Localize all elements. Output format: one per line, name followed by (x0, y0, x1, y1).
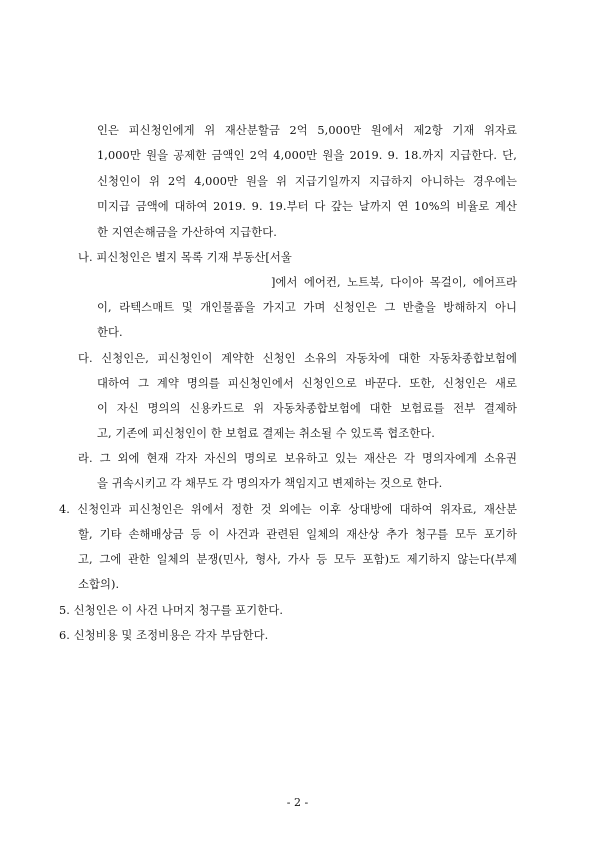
text-line: 6. 신청비용 및 조정비용은 각자 부담한다. (59, 629, 269, 642)
text-line: 나. 피신청인은 별지 목록 기재 부동산[서울 (78, 251, 292, 264)
text-line: 4. 신청인과 피신청인은 위에서 정한 것 외에는 이후 상대방에 대하여 위자료, 재산분 (59, 503, 517, 516)
text-line: 고, 기존에 피신청인이 한 보험료 결제는 취소될 수 있도록 협조한다. (97, 427, 435, 440)
text-line: 인은 피신청인에게 위 재산분할금 2억 5,000만 원에서 제2항 기재 위자료 (97, 124, 517, 137)
text-line: 이 자신 명의의 신용카드로 위 자동차종합보험에 대한 보험료를 전부 결제하 (97, 402, 517, 415)
text-line: 할, 기타 손해배상금 등 이 사건과 관련된 일체의 재산상 추가 청구를 모두 포기하 (78, 528, 517, 541)
text-line: 다. 신청인은, 피신청인이 계약한 신청인 소유의 자동차에 대한 자동차종합보험에 (78, 352, 517, 365)
text-line: 을 귀속시키고 각 채무도 각 명의자가 책임지고 변제하는 것으로 한다. (97, 477, 443, 490)
text-line: 라. 그 외에 현재 각자 자신의 명의로 보유하고 있는 재산은 각 명의자에게 소유권 (78, 452, 517, 465)
text-line: 한 지연손해금을 가산하여 지급한다. (97, 226, 277, 239)
text-line: 한다. (97, 326, 123, 339)
page-number: - 2 - (286, 796, 309, 809)
text-line: 미지급 금액에 대하여 2019. 9. 19.부터 다 갚는 날까지 연 10%의 비율로 계산 (97, 200, 517, 213)
text-line: 이, 라텍스매트 및 개인물품을 가지고 가며 신청인은 그 반출을 방해하지 아니 (97, 301, 517, 314)
text-line: 고, 그에 관한 일체의 분쟁(민사, 형사, 가사 등 모두 포함)도 제기하지 않는다(부제 (78, 553, 517, 566)
text-line: 소합의). (78, 578, 120, 591)
text-line: 5. 신청인은 이 사건 나머지 청구를 포기한다. (59, 604, 284, 617)
text-line: 대하여 그 계약 명의를 피신청인에서 신청인으로 바꾼다. 또한, 신청인은 새로 (97, 377, 517, 390)
text-line: 신청인이 위 2억 4,000만 원을 위 지급기일까지 지급하지 아니하는 경우에는 (97, 175, 517, 188)
text-line: ]에서 에어컨, 노트북, 다이아 목걸이, 에어프라 (271, 276, 517, 289)
text-line: 1,000만 원을 공제한 금액인 2억 4,000만 원을 2019. 9. 18.까지 지급한다. 단, (97, 149, 517, 162)
